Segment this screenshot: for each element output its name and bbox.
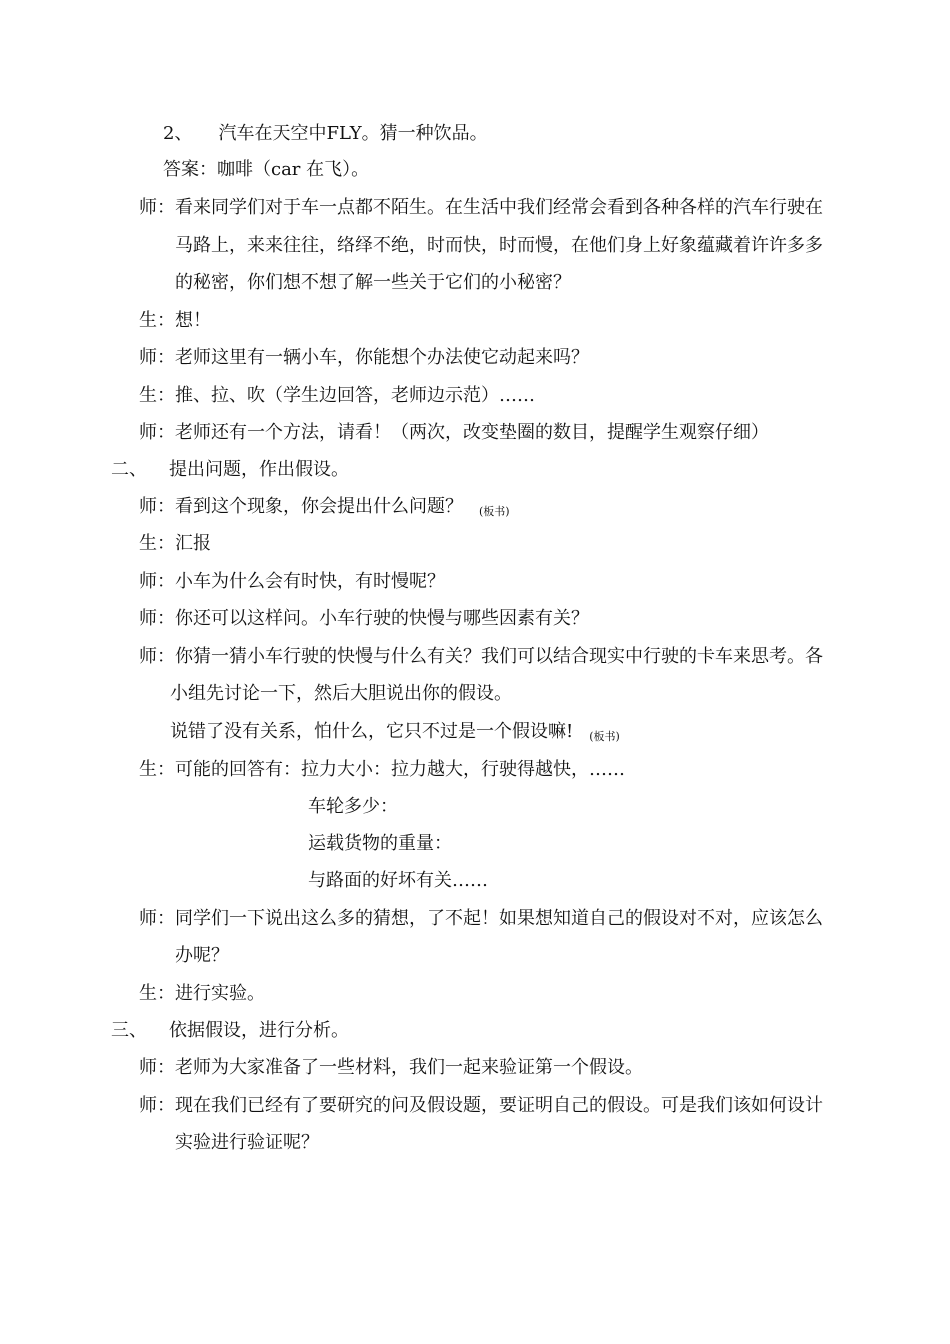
student-line: 生：可能的回答有：拉力大小：拉力越大，行驶得越快，…… [139,759,625,780]
teacher-line-text: 说错了没有关系，怕什么，它只不过是一个假设嘛! [170,721,574,742]
section-heading-3 [111,1019,349,1043]
teacher-line-cont: 的秘密，你们想不想了解一些关于它们的小秘密？ [175,272,571,293]
teacher-line-cont: 实验进行验证呢？ [175,1132,319,1153]
teacher-line: 师：你还可以这样问。小车行驶的快慢与哪些因素有关？ [139,608,589,629]
answer-option: 与路面的好坏有关…… [308,870,488,891]
section-title: 提出问题，作出假设。 [169,459,349,480]
teacher-line: 师：老师还有一个方法，请看！（两次，改变垫圈的数目，提醒学生观察仔细） [139,422,769,443]
teacher-line: 师：你猜一猜小车行驶的快慢与什么有关？我们可以结合现实中行驶的卡车来思考。各 [139,646,823,667]
teacher-line: 师：老师为大家准备了一些材料，我们一起来验证第一个假设。 [139,1057,643,1078]
teacher-line-cont: 马路上，来来往往，络绎不绝，时而快，时而慢，在他们身上好象蕴藏着许许多多 [175,235,823,256]
section-number: 三、 [111,1020,147,1041]
list-number: 2、 [163,123,193,144]
teacher-line: 师：现在我们已经有了要研究的问及假设题，要证明自己的假设。可是我们该如何设计 [139,1095,823,1116]
student-line: 生：汇报 [139,533,211,554]
board-note: (板书) [479,505,510,518]
answer-option: 运载货物的重量： [308,833,452,854]
teacher-line: 师：小车为什么会有时快，有时慢呢？ [139,571,445,592]
teacher-line-cont [170,720,620,746]
teacher-line [139,495,510,521]
teacher-line-cont: 小组先讨论一下，然后大胆说出你的假设。 [170,683,512,704]
student-line: 生：想！ [139,310,211,331]
list-item-2 [163,122,488,146]
answer-option: 车轮多少： [308,796,398,817]
board-note: (板书) [589,730,620,743]
section-number: 二、 [111,459,147,480]
teacher-line: 师：老师这里有一辆小车，你能想个办法使它动起来吗？ [139,347,589,368]
section-title: 依据假设，进行分析。 [169,1020,349,1041]
teacher-line-cont: 办呢？ [175,945,229,966]
teacher-line: 师：同学们一下说出这么多的猜想，了不起！如果想知道自己的假设对不对，应该怎么 [139,908,823,929]
student-line: 生：推、拉、吹（学生边回答，老师边示范）…… [139,385,535,406]
section-heading-2 [111,458,349,482]
teacher-line-text: 师：看到这个现象，你会提出什么问题？ [139,496,463,517]
riddle-text: 汽车在天空中FLY。猜一种饮品。 [218,123,488,144]
student-line: 生：进行实验。 [139,983,265,1004]
answer-line: 答案：咖啡（car 在飞）。 [163,159,370,180]
teacher-line: 师：看来同学们对于车一点都不陌生。在生活中我们经常会看到各种各样的汽车行驶在 [139,197,823,218]
